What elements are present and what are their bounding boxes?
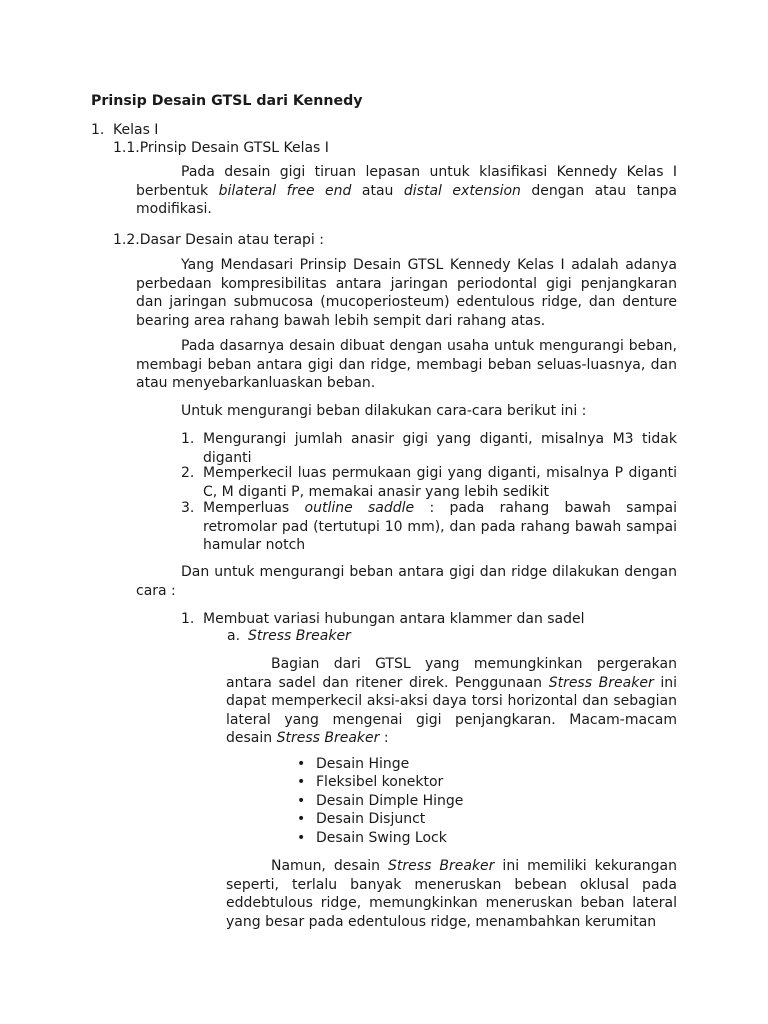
paragraph-mengurangi-beban: Untuk mengurangi beban dilakukan cara-cara berikut ini : <box>181 403 587 419</box>
list-1-item-3: Memperluas outline saddle : pada rahang bawah sampai retromolar pad (tertutupi 10 mm), dan pada rahang bawah sampai hamular notch <box>203 500 678 553</box>
paragraph-stress-breaker-kekurangan: Namun, desain Stress Breaker ini memiliki kekurangan seperti, terlalu banyak meneruskan bebean oklusal pada eddebtulous ridge, memungkinkan meneruskan beban lateral yang besar pada edentulous ridge, menambahkan kerumitan <box>226 858 677 930</box>
bullet-item-1: Desain Hinge <box>316 756 410 772</box>
list-2-item-1-number: 1. <box>181 611 195 627</box>
bullet-icon: • <box>297 793 306 809</box>
paragraph-kelas-1-definition: Pada desain gigi tiruan lepasan untuk klasifikasi Kennedy Kelas I berbentuk bilateral free end atau distal extension dengan atau tanpa modifikasi. <box>136 164 678 217</box>
term-distal-extension: distal extension <box>403 182 521 199</box>
bullet-item-2: Fleksibel konektor <box>316 774 444 790</box>
subsection-1-1-heading: 1.1.Prinsip Desain GTSL Kelas I <box>113 140 329 156</box>
sublist-a-letter: a. <box>227 628 241 644</box>
list-1-item-1: Mengurangi jumlah anasir gigi yang diganti, misalnya M3 tidak diganti <box>203 431 677 466</box>
list-1-item-2-number: 2. <box>181 465 195 481</box>
bullet-item-5: Desain Swing Lock <box>316 830 447 846</box>
section-1-number: 1. <box>91 122 105 138</box>
bullet-item-3: Desain Dimple Hinge <box>316 793 464 809</box>
section-1-heading: Kelas I <box>113 122 159 138</box>
bullet-icon: • <box>297 774 306 790</box>
subsection-1-2-heading: 1.2.Dasar Desain atau terapi : <box>113 232 324 248</box>
list-1-item-1-number: 1. <box>181 431 195 447</box>
term-bilateral-free-end: bilateral free end <box>218 182 352 199</box>
paragraph-pada-dasarnya: Pada dasarnya desain dibuat dengan usaha untuk mengurangi beban, membagi beban antara gigi dan ridge, membagi beban seluas-luasnya, dan atau menyebarkanluaskan beban. <box>136 338 677 391</box>
document-title: Prinsip Desain GTSL dari Kennedy <box>91 93 363 109</box>
list-2-item-1: Membuat variasi hubungan antara klammer dan sadel <box>203 611 585 627</box>
sublist-a-stress-breaker: Stress Breaker <box>248 628 351 644</box>
bullet-icon: • <box>297 830 306 846</box>
list-1-item-2: Memperkecil luas permukaan gigi yang diganti, misalnya P diganti C, M diganti P, memakai anasir yang lebih sedikit <box>203 465 677 500</box>
paragraph-stress-breaker-definition: Bagian dari GTSL yang memungkinkan pergerakan antara sadel dan ritener direk. Penggunaan Stress Breaker ini dapat memperkecil aksi-aksi daya torsi horizontal dan sebagian lateral yang mengenai gigi penjangkaran. Macam-macam desain Stress Breaker : <box>226 656 677 746</box>
bullet-icon: • <box>297 811 306 827</box>
paragraph-ridge-cara: Dan untuk mengurangi beban antara gigi dan ridge dilakukan dengan cara : <box>136 564 677 599</box>
bullet-icon: • <box>297 756 306 772</box>
bullet-item-4: Desain Disjunct <box>316 811 426 827</box>
list-1-item-3-number: 3. <box>181 500 195 516</box>
paragraph-dasar-desain: Yang Mendasari Prinsip Desain GTSL Kennedy Kelas I adalah adanya perbedaan kompresibilitas antara jaringan periodontal gigi penjangkaran dan jaringan submucosa (mucoperiosteum) edentulous ridge, dan denture bearing area rahang bawah lebih sempit dari rahang atas. <box>136 257 677 329</box>
term-outline-saddle: outline saddle <box>304 500 415 516</box>
